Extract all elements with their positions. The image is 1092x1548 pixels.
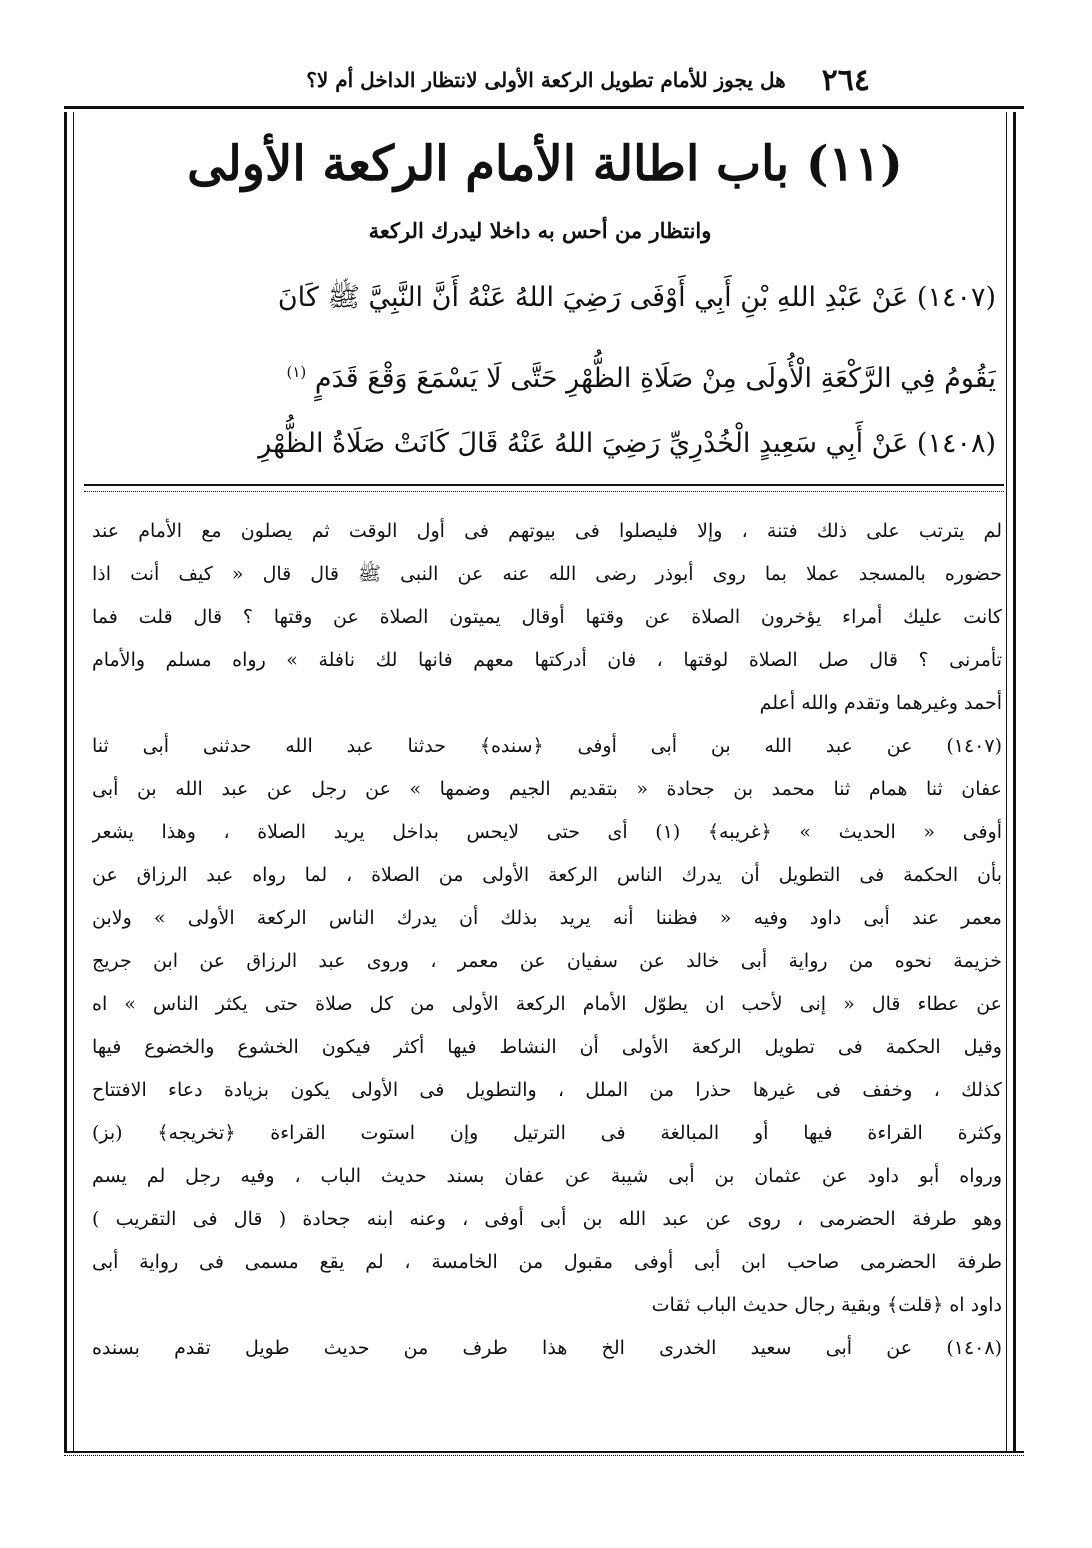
commentary-line: لم يترتب على ذلك فتنة ، وإلا فليصلوا فى بيوتهم فى أول الوقت ثم يصلون مع الأمام عند	[92, 520, 1002, 542]
top-rule	[64, 106, 1024, 109]
commentary-line: كذلك ، وخفف فى غيرها حذرا من الملل ، والتطويل فى الأولى يكون بزيادة دعاء الافتتاح	[92, 1079, 1002, 1101]
commentary-line: تأمرنى ؟ قال صل الصلاة لوقتها ، فان أدركتها معهم فانها لك نافلة » رواه مسلم والأمام	[92, 649, 1002, 671]
running-head	[150, 58, 870, 102]
commentary-line: وقيل الحكمة فى تطويل الركعة الأولى أن النشاط فيها أكثر فيكون الخشوع والخضوع فيها	[92, 1036, 1002, 1058]
commentary-line: خزيمة نحوه من رواية أبى خالد عن سفيان عن معمر ، وروى عبد الرزاق عن ابن جريج	[92, 950, 1002, 972]
commentary-line: (١٤٠٨) عن أبى سعيد الخدرى الخ هذا طرف من حديث طويل تقدم بسنده	[92, 1337, 1002, 1359]
chapter-title: (١١) باب اطالة الأمام الركعة الأولى	[187, 136, 903, 192]
bottom-dotted-rule	[64, 1455, 1024, 1456]
footnote-mark: (١)	[286, 363, 307, 381]
commentary-line: كانت عليك أمراء يؤخرون الصلاة عن وقتها أوقال يميتون الصلاة عن وقتها ؟ قال قلت فما	[92, 606, 1002, 628]
commentary-line: عفان ثنا همام ثنا محمد بن جحادة « بتقديم الجيم وضمها » عن رجل عن عبد الله بن أبى	[92, 778, 1002, 800]
commentary-line: أوفى « الحديث » ﴿غريبه﴾ (١) أى حتى لايحس بداخل يريد الصلاة ، وهذا يشعر	[92, 821, 1002, 843]
commentary-line: عن عطاء قال « إنى لأحب ان يطوّل الأمام الركعة الأولى من كل صلاة حتى يكثر الناس » اه	[92, 993, 1002, 1015]
running-head-title: هل يجوز للأمام تطويل الركعة الأولى لانتظار الداخل أم لا؟	[306, 68, 786, 92]
section-divider	[84, 484, 1004, 492]
commentary-line: معمر عند أبى داود وفيه « فظننا أنه يريد بذلك أن يدرك الناس الركعة الأولى » ولابن	[92, 907, 1002, 929]
commentary-line: أحمد وغيرهما وتقدم والله أعلم	[759, 692, 1002, 714]
hadith-1407-line-2-text: يَقُومُ فِي الرَّكْعَةِ الْأُولَى مِنْ صَلَاةِ الظُّهْرِ حَتَّى لَا يَسْمَعَ وَقْعَ قَدَمٍ	[314, 363, 996, 394]
commentary-line: بأن الحكمة فى التطويل أن يدرك الناس الركعة الأولى من الصلاة ، لما رواه عبد الرزاق عن	[92, 864, 1002, 886]
hadith-1407-line-2	[96, 342, 996, 402]
commentary-line: (١٤٠٧) عن عبد الله بن أبى أوفى ﴿سنده﴾ حدثنا عبد الله حدثنى أبى ثنا	[92, 735, 1002, 757]
commentary-line: حضوره بالمسجد عملا بما روى أبوذر رضى الله عنه عن النبى ﷺ قال قال « كيف أنت اذا	[92, 563, 1002, 585]
hadith-1407-line-1: (١٤٠٧) عَنْ عَبْدِ اللهِ بْنِ أَبِي أَوْفَى رَضِيَ اللهُ عَنْهُ أَنَّ النَّبِيَّ ﷺ كَانَ	[277, 282, 996, 313]
chapter-subtitle: وانتظار من أحس به داخلا ليدرك الركعة	[368, 218, 712, 243]
commentary-line: وكثرة القراءة فيها أو المبالغة فى الترتيل وإن استوت القراءة ﴿تخريجه﴾ (بز)	[92, 1122, 1002, 1144]
commentary	[92, 510, 1002, 1370]
commentary-line: وهو طرفة الحضرمى ، روى عن عبد الله بن أبى أوفى ، وعنه ابنه جحادة ( قال فى التقريب )	[92, 1208, 1002, 1230]
commentary-line: طرفة الحضرمى صاحب ابن أبى أوفى مقبول من الخامسة ، لم يقع مسمى فى رواية أبى	[92, 1251, 1002, 1273]
commentary-line: ورواه أبو داود عن عثمان بن أبى شيبة عن عفان بسند حديث الباب ، وفيه رجل لم يسم	[92, 1165, 1002, 1187]
hadith-1408-line-1: (١٤٠٨) عَنْ أَبِي سَعِيدٍ الْخُدْرِيِّ رَضِيَ اللهُ عَنْهُ قَالَ كَانَتْ صَلَاةُ الظُّهْرِ	[258, 428, 996, 459]
page-number: ٢٦٤	[821, 62, 870, 98]
bottom-rule	[64, 1451, 1024, 1453]
commentary-line: داود اه ﴿قلت﴾ وبقية رجال حديث الباب ثقات	[651, 1294, 1002, 1316]
